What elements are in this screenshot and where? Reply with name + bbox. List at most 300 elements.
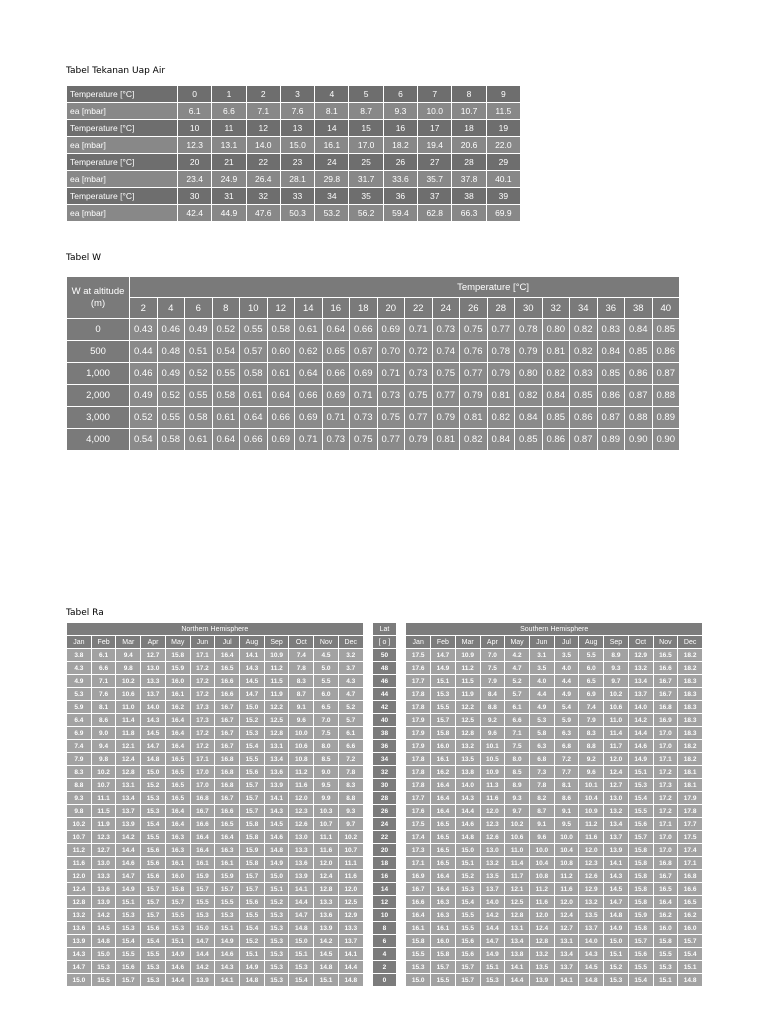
south-ra-cell: 6.6 xyxy=(505,714,530,727)
north-ra-cell: 15.3 xyxy=(240,727,265,740)
w-value-cell: 0.79 xyxy=(487,363,515,385)
north-ra-cell: 14.5 xyxy=(264,818,289,831)
spacer xyxy=(397,818,406,831)
ea-cell: 24.9 xyxy=(212,171,246,188)
temperature-cell: 31 xyxy=(212,188,246,205)
latitude-cell: 2 xyxy=(372,961,397,974)
north-ra-cell: 16.1 xyxy=(165,857,190,870)
south-ra-cell: 15.7 xyxy=(431,714,456,727)
south-ra-cell: 13.2 xyxy=(480,857,505,870)
temperature-cell: 25 xyxy=(349,154,383,171)
w-temp-cell: 16 xyxy=(322,298,350,319)
north-ra-cell: 16.0 xyxy=(165,870,190,883)
north-ra-cell: 12.6 xyxy=(289,818,314,831)
table-row xyxy=(67,407,680,429)
ea-cell: 23.4 xyxy=(178,171,212,188)
w-value-cell: 0.58 xyxy=(212,385,240,407)
south-ra-cell: 18.2 xyxy=(678,753,703,766)
south-ra-cell: 5.4 xyxy=(554,701,579,714)
north-ra-cell: 9.8 xyxy=(67,805,92,818)
temperature-cell: 13 xyxy=(280,120,314,137)
north-ra-cell: 11.2 xyxy=(289,766,314,779)
north-ra-cell: 8.3 xyxy=(289,675,314,688)
south-ra-cell: 8.0 xyxy=(505,753,530,766)
south-ra-cell: 4.2 xyxy=(505,649,530,662)
south-ra-cell: 14.0 xyxy=(455,779,480,792)
table-row xyxy=(67,883,703,896)
spacer xyxy=(363,649,372,662)
south-ra-cell: 16.5 xyxy=(653,649,678,662)
north-ra-cell: 14.7 xyxy=(240,688,265,701)
south-ra-cell: 14.9 xyxy=(480,948,505,961)
ea-cell: 35.7 xyxy=(418,171,452,188)
ea-cell: 59.4 xyxy=(383,205,417,222)
w-temp-cell: 18 xyxy=(350,298,378,319)
table-row xyxy=(67,922,703,935)
w-value-cell: 0.86 xyxy=(542,429,570,451)
south-ra-cell: 11.6 xyxy=(480,792,505,805)
w-value-cell: 0.69 xyxy=(350,363,378,385)
latitude-cell: 46 xyxy=(372,675,397,688)
spacer xyxy=(363,831,372,844)
temperature-cell: 0 xyxy=(178,86,212,103)
north-ra-cell: 15.1 xyxy=(240,948,265,961)
north-ra-cell: 16.8 xyxy=(215,766,240,779)
north-ra-cell: 15.1 xyxy=(264,883,289,896)
south-ra-cell: 13.0 xyxy=(480,844,505,857)
south-ra-cell: 16.7 xyxy=(653,675,678,688)
south-ra-cell: 15.4 xyxy=(455,896,480,909)
north-ra-cell: 13.3 xyxy=(314,896,339,909)
w-value-cell: 0.84 xyxy=(597,341,625,363)
north-ra-cell: 16.5 xyxy=(165,753,190,766)
north-ra-cell: 16.5 xyxy=(215,662,240,675)
south-ra-cell: 15.8 xyxy=(653,935,678,948)
south-month-cell: Sep xyxy=(604,636,629,649)
north-ra-cell: 15.5 xyxy=(141,831,166,844)
north-ra-cell: 13.3 xyxy=(338,922,363,935)
temperature-cell: 5 xyxy=(349,86,383,103)
south-ra-cell: 10.4 xyxy=(579,792,604,805)
south-ra-cell: 12.0 xyxy=(604,753,629,766)
north-ra-cell: 14.3 xyxy=(240,662,265,675)
ea-cell: 37.8 xyxy=(452,171,486,188)
north-ra-cell: 13.0 xyxy=(141,662,166,675)
north-ra-cell: 10.7 xyxy=(338,844,363,857)
south-ra-cell: 4.0 xyxy=(529,675,554,688)
ea-row xyxy=(67,137,521,154)
north-ra-cell: 14.9 xyxy=(165,948,190,961)
north-ra-cell: 12.4 xyxy=(116,753,141,766)
south-ra-cell: 14.3 xyxy=(455,792,480,805)
north-ra-cell: 6.5 xyxy=(314,701,339,714)
south-ra-cell: 12.7 xyxy=(604,779,629,792)
temperature-cell: 37 xyxy=(418,188,452,205)
latitude-cell: 32 xyxy=(372,766,397,779)
w-value-cell: 0.71 xyxy=(377,363,405,385)
north-ra-cell: 10.2 xyxy=(116,675,141,688)
north-ra-cell: 14.0 xyxy=(141,701,166,714)
latitude-cell: 30 xyxy=(372,779,397,792)
north-ra-cell: 8.0 xyxy=(314,740,339,753)
w-value-cell: 0.64 xyxy=(322,319,350,341)
south-ra-cell: 16.4 xyxy=(406,909,431,922)
south-ra-cell: 7.1 xyxy=(505,727,530,740)
w-value-cell: 0.81 xyxy=(487,385,515,407)
south-ra-cell: 7.2 xyxy=(554,753,579,766)
north-ra-cell: 12.0 xyxy=(289,792,314,805)
north-ra-cell: 10.3 xyxy=(314,805,339,818)
south-month-cell: Apr xyxy=(480,636,505,649)
north-ra-cell: 11.1 xyxy=(91,792,116,805)
north-ra-cell: 4.5 xyxy=(314,649,339,662)
south-ra-cell: 17.7 xyxy=(406,792,431,805)
spacer xyxy=(363,779,372,792)
south-ra-cell: 15.1 xyxy=(431,675,456,688)
north-ra-cell: 14.7 xyxy=(116,870,141,883)
north-ra-cell: 11.5 xyxy=(91,805,116,818)
south-ra-cell: 14.4 xyxy=(505,974,530,987)
north-ra-cell: 16.4 xyxy=(165,727,190,740)
south-ra-cell: 16.4 xyxy=(653,896,678,909)
south-ra-cell: 17.2 xyxy=(653,805,678,818)
spacer xyxy=(397,857,406,870)
south-ra-cell: 3.5 xyxy=(529,662,554,675)
vapor-pressure-table xyxy=(66,85,521,222)
south-ra-cell: 15.8 xyxy=(431,727,456,740)
north-ra-cell: 15.0 xyxy=(141,766,166,779)
south-ra-cell: 4.7 xyxy=(505,662,530,675)
north-ra-cell: 7.5 xyxy=(314,727,339,740)
south-ra-cell: 10.1 xyxy=(579,779,604,792)
south-ra-cell: 9.2 xyxy=(579,753,604,766)
w-value-cell: 0.65 xyxy=(322,341,350,363)
w-temp-cell: 4 xyxy=(157,298,185,319)
north-ra-cell: 15.2 xyxy=(240,935,265,948)
table-row xyxy=(67,948,703,961)
north-ra-cell: 15.5 xyxy=(116,948,141,961)
north-ra-cell: 13.7 xyxy=(141,688,166,701)
south-ra-cell: 17.6 xyxy=(406,805,431,818)
north-ra-cell: 17.2 xyxy=(190,662,215,675)
w-table xyxy=(66,276,680,451)
table-row xyxy=(67,857,703,870)
spacer xyxy=(363,948,372,961)
north-ra-cell: 8.7 xyxy=(289,688,314,701)
south-ra-cell: 17.0 xyxy=(653,727,678,740)
table-row xyxy=(67,753,703,766)
w-value-cell: 0.58 xyxy=(240,363,268,385)
south-ra-cell: 14.4 xyxy=(455,805,480,818)
south-ra-cell: 14.9 xyxy=(604,922,629,935)
south-ra-cell: 5.3 xyxy=(529,714,554,727)
south-ra-cell: 14.8 xyxy=(678,974,703,987)
spacer xyxy=(397,896,406,909)
w-value-cell: 0.79 xyxy=(460,385,488,407)
south-ra-cell: 7.4 xyxy=(579,701,604,714)
northern-hemisphere-header: Northern Hemisphere xyxy=(67,623,364,636)
north-ra-cell: 15.3 xyxy=(215,909,240,922)
temperature-cell: 2 xyxy=(246,86,280,103)
w-value-cell: 0.89 xyxy=(652,407,680,429)
south-ra-cell: 9.1 xyxy=(554,805,579,818)
ea-cell: 53.2 xyxy=(315,205,349,222)
north-ra-cell: 16.6 xyxy=(215,688,240,701)
w-header-row xyxy=(67,277,680,298)
south-ra-cell: 15.2 xyxy=(455,870,480,883)
north-month-cell: Sep xyxy=(264,636,289,649)
north-ra-cell: 15.3 xyxy=(141,792,166,805)
w-value-cell: 0.61 xyxy=(212,407,240,429)
south-ra-cell: 16.9 xyxy=(653,714,678,727)
south-ra-cell: 15.3 xyxy=(653,961,678,974)
ea-cell: 18.2 xyxy=(383,137,417,154)
south-month-cell: May xyxy=(505,636,530,649)
north-ra-cell: 9.0 xyxy=(314,766,339,779)
temperature-row xyxy=(67,120,521,137)
w-value-cell: 0.82 xyxy=(515,385,543,407)
latitude-cell: 28 xyxy=(372,792,397,805)
south-ra-cell: 18.2 xyxy=(678,662,703,675)
south-ra-cell: 16.7 xyxy=(653,688,678,701)
south-ra-cell: 10.8 xyxy=(529,870,554,883)
north-ra-cell: 5.9 xyxy=(67,701,92,714)
north-ra-cell: 10.2 xyxy=(338,831,363,844)
south-ra-cell: 12.4 xyxy=(529,922,554,935)
north-ra-cell: 12.5 xyxy=(338,896,363,909)
south-ra-cell: 14.8 xyxy=(455,831,480,844)
w-value-cell: 0.88 xyxy=(625,407,653,429)
altitude-cell: 2,000 xyxy=(67,385,130,407)
temperature-label: Temperature [°C] xyxy=(67,120,178,137)
w-temp-cell: 22 xyxy=(405,298,433,319)
temperature-cell: 14 xyxy=(315,120,349,137)
south-ra-cell: 15.1 xyxy=(628,766,653,779)
table-row xyxy=(67,831,703,844)
w-value-cell: 0.71 xyxy=(350,385,378,407)
south-ra-cell: 13.2 xyxy=(579,896,604,909)
north-ra-cell: 15.7 xyxy=(165,896,190,909)
south-ra-cell: 12.9 xyxy=(628,649,653,662)
north-ra-cell: 15.7 xyxy=(141,883,166,896)
altitude-cell: 3,000 xyxy=(67,407,130,429)
north-ra-cell: 14.2 xyxy=(314,935,339,948)
north-ra-cell: 14.4 xyxy=(338,961,363,974)
south-ra-cell: 13.2 xyxy=(455,740,480,753)
north-ra-cell: 7.8 xyxy=(338,766,363,779)
temperature-row xyxy=(67,154,521,171)
north-ra-cell: 17.0 xyxy=(190,779,215,792)
north-ra-cell: 13.3 xyxy=(289,844,314,857)
south-ra-cell: 12.2 xyxy=(455,701,480,714)
north-ra-cell: 9.5 xyxy=(314,779,339,792)
south-ra-cell: 17.8 xyxy=(406,688,431,701)
ea-cell: 9.3 xyxy=(383,103,417,120)
north-ra-cell: 16.5 xyxy=(215,818,240,831)
w-value-cell: 0.70 xyxy=(377,341,405,363)
south-ra-cell: 9.3 xyxy=(604,662,629,675)
south-ra-cell: 17.2 xyxy=(653,792,678,805)
south-ra-cell: 10.4 xyxy=(529,857,554,870)
south-ra-cell: 17.8 xyxy=(406,701,431,714)
south-ra-cell: 15.4 xyxy=(628,792,653,805)
north-ra-cell: 16.8 xyxy=(190,792,215,805)
south-ra-cell: 13.9 xyxy=(529,974,554,987)
north-ra-cell: 4.7 xyxy=(338,688,363,701)
w-temp-row xyxy=(67,298,680,319)
north-ra-cell: 11.2 xyxy=(67,844,92,857)
w-value-cell: 0.69 xyxy=(267,429,295,451)
south-ra-cell: 17.4 xyxy=(406,831,431,844)
temperature-cell: 10 xyxy=(178,120,212,137)
north-ra-cell: 16.0 xyxy=(165,675,190,688)
north-ra-cell: 6.6 xyxy=(338,740,363,753)
temperature-row xyxy=(67,86,521,103)
south-ra-cell: 14.8 xyxy=(604,909,629,922)
spacer xyxy=(397,961,406,974)
north-ra-cell: 15.3 xyxy=(264,922,289,935)
w-value-cell: 0.44 xyxy=(130,341,158,363)
w-temp-cell: 30 xyxy=(515,298,543,319)
spacer xyxy=(363,753,372,766)
spacer xyxy=(397,948,406,961)
ea-cell: 7.1 xyxy=(246,103,280,120)
north-ra-cell: 16.5 xyxy=(165,792,190,805)
w-value-cell: 0.69 xyxy=(322,385,350,407)
south-ra-cell: 10.0 xyxy=(529,844,554,857)
w-value-cell: 0.73 xyxy=(432,319,460,341)
north-ra-cell: 13.9 xyxy=(67,935,92,948)
north-ra-cell: 13.2 xyxy=(67,909,92,922)
temperature-cell: 35 xyxy=(349,188,383,205)
north-ra-cell: 12.4 xyxy=(67,883,92,896)
south-ra-cell: 15.8 xyxy=(431,948,456,961)
north-ra-cell: 16.6 xyxy=(190,818,215,831)
north-ra-cell: 16.7 xyxy=(215,727,240,740)
south-ra-cell: 16.6 xyxy=(406,896,431,909)
north-ra-cell: 15.7 xyxy=(240,792,265,805)
south-ra-cell: 15.7 xyxy=(628,831,653,844)
north-ra-cell: 11.9 xyxy=(264,688,289,701)
north-ra-cell: 14.5 xyxy=(240,675,265,688)
w-value-cell: 0.78 xyxy=(487,341,515,363)
north-ra-cell: 16.1 xyxy=(165,688,190,701)
ra-hemisphere-row xyxy=(67,623,703,636)
south-ra-cell: 9.3 xyxy=(505,792,530,805)
south-ra-cell: 10.6 xyxy=(505,831,530,844)
south-ra-cell: 15.2 xyxy=(604,961,629,974)
south-ra-cell: 16.4 xyxy=(431,779,456,792)
north-ra-cell: 14.1 xyxy=(264,792,289,805)
north-ra-cell: 15.3 xyxy=(141,805,166,818)
north-ra-cell: 8.3 xyxy=(338,779,363,792)
w-value-cell: 0.83 xyxy=(570,363,598,385)
north-ra-cell: 12.0 xyxy=(67,870,92,883)
w-value-cell: 0.82 xyxy=(460,429,488,451)
north-ra-cell: 13.1 xyxy=(264,740,289,753)
w-temp-cell: 36 xyxy=(597,298,625,319)
south-ra-cell: 7.3 xyxy=(529,766,554,779)
w-value-cell: 0.74 xyxy=(432,341,460,363)
north-ra-cell: 15.8 xyxy=(240,831,265,844)
south-ra-cell: 16.2 xyxy=(653,909,678,922)
latitude-cell: 38 xyxy=(372,727,397,740)
north-ra-cell: 14.2 xyxy=(91,909,116,922)
south-ra-cell: 15.5 xyxy=(628,961,653,974)
north-ra-cell: 14.5 xyxy=(141,727,166,740)
north-ra-cell: 11.6 xyxy=(67,857,92,870)
south-ra-cell: 11.4 xyxy=(505,857,530,870)
south-ra-cell: 17.7 xyxy=(406,675,431,688)
south-ra-cell: 16.8 xyxy=(678,870,703,883)
w-table-title: Tabel W xyxy=(66,253,102,263)
ea-cell: 29.8 xyxy=(315,171,349,188)
w-value-cell: 0.64 xyxy=(212,429,240,451)
w-value-cell: 0.66 xyxy=(350,319,378,341)
w-value-cell: 0.82 xyxy=(570,319,598,341)
south-ra-cell: 8.9 xyxy=(604,649,629,662)
north-ra-cell: 15.3 xyxy=(264,935,289,948)
south-ra-cell: 10.9 xyxy=(455,649,480,662)
north-ra-cell: 15.1 xyxy=(165,935,190,948)
spacer xyxy=(397,701,406,714)
south-ra-cell: 15.0 xyxy=(406,974,431,987)
w-temp-cell: 10 xyxy=(240,298,268,319)
spacer xyxy=(397,831,406,844)
table-row xyxy=(67,740,703,753)
ea-cell: 50.3 xyxy=(280,205,314,222)
south-ra-cell: 11.6 xyxy=(554,883,579,896)
spacer xyxy=(397,636,406,649)
south-ra-cell: 18.1 xyxy=(678,766,703,779)
south-ra-cell: 15.3 xyxy=(480,974,505,987)
south-ra-cell: 14.6 xyxy=(628,740,653,753)
south-ra-cell: 8.2 xyxy=(529,792,554,805)
north-ra-cell: 15.3 xyxy=(91,961,116,974)
spacer xyxy=(363,675,372,688)
spacer xyxy=(363,766,372,779)
north-ra-cell: 10.6 xyxy=(289,740,314,753)
south-ra-cell: 15.7 xyxy=(628,935,653,948)
latitude-cell: 34 xyxy=(372,753,397,766)
south-ra-cell: 15.8 xyxy=(628,896,653,909)
south-ra-cell: 17.4 xyxy=(678,844,703,857)
north-ra-cell: 9.8 xyxy=(91,753,116,766)
north-ra-cell: 15.7 xyxy=(141,909,166,922)
w-value-cell: 0.77 xyxy=(377,429,405,451)
north-ra-cell: 9.4 xyxy=(91,740,116,753)
temperature-cell: 22 xyxy=(246,154,280,171)
north-ra-cell: 15.3 xyxy=(141,974,166,987)
w-value-cell: 0.73 xyxy=(405,363,433,385)
w-value-cell: 0.82 xyxy=(487,407,515,429)
north-ra-cell: 15.3 xyxy=(116,909,141,922)
w-value-cell: 0.82 xyxy=(570,341,598,363)
north-ra-cell: 3.2 xyxy=(338,649,363,662)
ea-label: ea [mbar] xyxy=(67,205,178,222)
south-ra-cell: 17.8 xyxy=(406,753,431,766)
south-ra-cell: 17.8 xyxy=(678,805,703,818)
south-ra-cell: 8.8 xyxy=(480,701,505,714)
south-ra-cell: 18.3 xyxy=(678,727,703,740)
spacer xyxy=(363,688,372,701)
south-ra-cell: 13.5 xyxy=(579,909,604,922)
south-ra-cell: 13.1 xyxy=(554,935,579,948)
south-ra-cell: 17.7 xyxy=(678,818,703,831)
w-value-cell: 0.79 xyxy=(432,407,460,429)
south-ra-cell: 11.7 xyxy=(604,740,629,753)
north-ra-cell: 7.2 xyxy=(338,753,363,766)
